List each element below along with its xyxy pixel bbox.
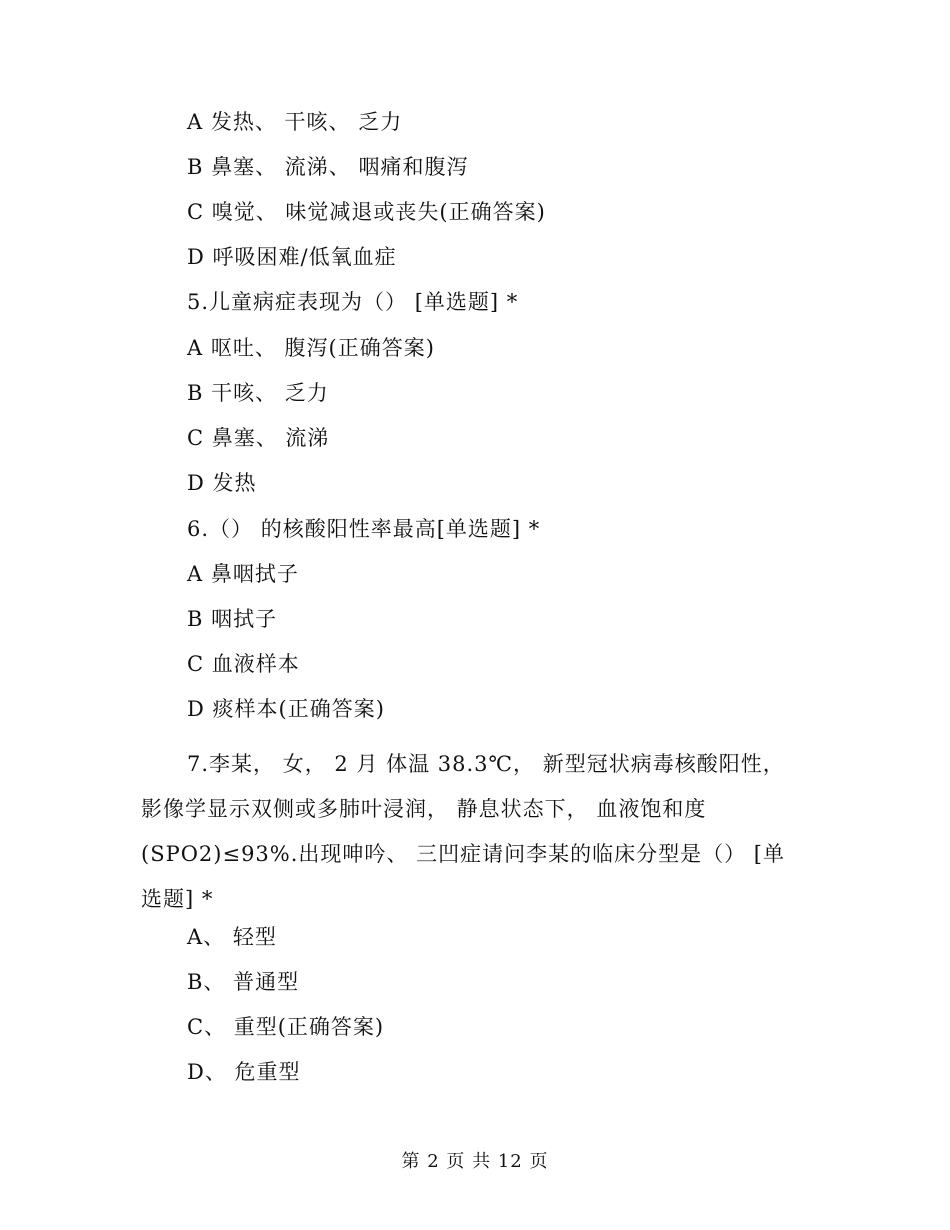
q6-question: 6.（） 的核酸阳性率最高[单选题] * [187,517,541,541]
q5-option-b: B 干咳、 乏力 [187,381,329,405]
q7-option-c: C、 重型(正确答案) [187,1015,385,1039]
q6-option-a: A 鼻咽拭子 [187,562,299,586]
q4-option-b: B 鼻塞、 流涕、 咽痛和腹泻 [187,155,469,179]
q6-option-d: D 痰样本(正确答案) [187,697,385,721]
q5-option-d: D 发热 [187,471,257,495]
page-number-footer: 第 2 页 共 12 页 [401,1151,549,1172]
q4-option-d: D 呼吸困难/低氧血症 [187,245,397,269]
q5-option-c: C 鼻塞、 流涕 [187,426,330,450]
q7-option-d: D、 危重型 [187,1060,301,1084]
q5-option-a: A 呕吐、 腹泻(正确答案) [187,336,435,360]
q7-question: 7.李某， 女， 2 月 体温 38.3℃， 新型冠状病毒核酸阳性，影像学显示双侧或多肺叶浸润， 静息状态下， 血液饱和度(SPO2)≤93%.出现呻吟、 三凹症请问李某的临床分型是（） [单选题] * [141,752,785,911]
q4-option-a: A 发热、 干咳、 乏力 [187,110,403,134]
q5-question: 5.儿童病症表现为（） [单选题] * [187,290,519,314]
q4-option-c: C 嗅觉、 味觉减退或丧失(正确答案) [187,200,546,224]
q7-option-a: A、 轻型 [187,925,277,949]
q6-option-c: C 血液样本 [187,652,300,676]
q6-option-b: B 咽拭子 [187,607,278,631]
q7-option-b: B、 普通型 [187,970,300,994]
